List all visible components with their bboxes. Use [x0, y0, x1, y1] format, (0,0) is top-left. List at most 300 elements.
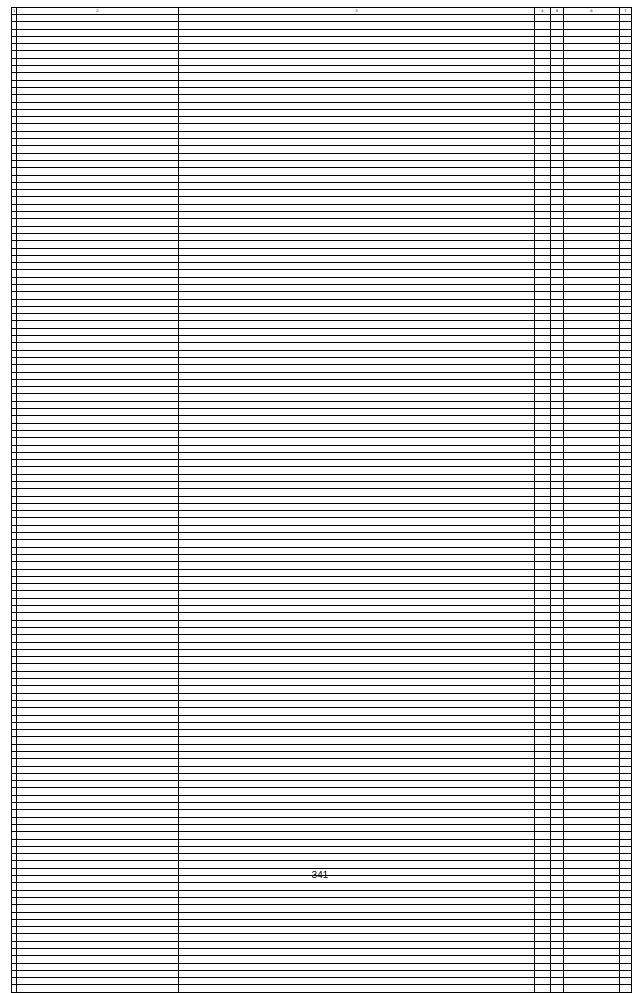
work-type-cell [179, 284, 535, 291]
work-type-cell [179, 175, 535, 182]
note-cell [620, 518, 632, 525]
work-type-cell [179, 153, 535, 160]
year-last-cell [551, 744, 564, 751]
year-last-cell [551, 87, 564, 94]
table-row [12, 679, 632, 686]
address-cell [17, 102, 179, 109]
year-built-cell [535, 423, 551, 430]
address-cell [17, 314, 179, 321]
note-cell [620, 963, 632, 970]
address-cell [17, 606, 179, 613]
address-cell [17, 518, 179, 525]
address-cell [17, 153, 179, 160]
header-row [12, 8, 632, 15]
table-row [12, 751, 632, 758]
work-type-cell [179, 401, 535, 408]
work-type-cell [179, 146, 535, 153]
period-cell [564, 649, 620, 656]
year-built-cell [535, 562, 551, 569]
address-cell [17, 87, 179, 94]
work-type-cell [179, 810, 535, 817]
period-cell [564, 591, 620, 598]
table-row [12, 306, 632, 313]
note-cell [620, 263, 632, 270]
work-type-cell [179, 854, 535, 861]
note-cell [620, 919, 632, 926]
year-last-cell [551, 861, 564, 868]
work-type-cell [179, 781, 535, 788]
year-last-cell [551, 773, 564, 780]
work-type-cell [179, 160, 535, 167]
work-type-cell [179, 708, 535, 715]
work-type-cell [179, 657, 535, 664]
year-last-cell [551, 708, 564, 715]
note-cell [620, 744, 632, 751]
year-built-cell [535, 328, 551, 335]
address-cell [17, 905, 179, 912]
year-built-cell [535, 905, 551, 912]
address-cell [17, 766, 179, 773]
period-cell [564, 708, 620, 715]
year-built-cell [535, 482, 551, 489]
table-row [12, 29, 632, 36]
work-type-cell [179, 584, 535, 591]
period-cell [564, 970, 620, 977]
year-built-cell [535, 620, 551, 627]
work-type-cell [179, 430, 535, 437]
work-type-cell [179, 956, 535, 963]
table-row [12, 846, 632, 853]
address-cell [17, 759, 179, 766]
address-cell [17, 482, 179, 489]
work-type-cell [179, 839, 535, 846]
table-row [12, 160, 632, 167]
address-cell [17, 751, 179, 758]
period-cell [564, 540, 620, 547]
column-header: 7 [620, 8, 632, 15]
table-row [12, 635, 632, 642]
note-cell [620, 15, 632, 22]
table-row [12, 387, 632, 394]
year-last-cell [551, 36, 564, 43]
note-cell [620, 730, 632, 737]
address-cell [17, 679, 179, 686]
work-type-cell [179, 627, 535, 634]
address-cell [17, 29, 179, 36]
year-built-cell [535, 394, 551, 401]
period-cell [564, 810, 620, 817]
address-cell [17, 168, 179, 175]
work-type-cell [179, 124, 535, 131]
address-cell [17, 861, 179, 868]
work-type-cell [179, 547, 535, 554]
column-header: 1 [13, 8, 16, 13]
work-type-cell [179, 511, 535, 518]
table-row [12, 715, 632, 722]
table-row [12, 744, 632, 751]
work-type-cell [179, 226, 535, 233]
table-row [12, 810, 632, 817]
period-cell [564, 759, 620, 766]
table-row [12, 263, 632, 270]
work-type-cell [179, 292, 535, 299]
work-type-cell [179, 379, 535, 386]
year-last-cell [551, 131, 564, 138]
table-row [12, 328, 632, 335]
table-row [12, 693, 632, 700]
table-row [12, 379, 632, 386]
year-last-cell [551, 511, 564, 518]
note-cell [620, 533, 632, 540]
work-type-cell [179, 328, 535, 335]
work-type-cell [179, 576, 535, 583]
year-built-cell [535, 73, 551, 80]
address-cell [17, 744, 179, 751]
year-built-cell [535, 139, 551, 146]
year-last-cell [551, 182, 564, 189]
year-built-cell [535, 438, 551, 445]
year-last-cell [551, 482, 564, 489]
year-last-cell [551, 649, 564, 656]
period-cell [564, 693, 620, 700]
work-type-cell [179, 613, 535, 620]
work-type-cell [179, 467, 535, 474]
work-type-cell [179, 963, 535, 970]
table-row [12, 401, 632, 408]
year-last-cell [551, 277, 564, 284]
work-type-cell [179, 182, 535, 189]
period-cell [564, 430, 620, 437]
period-cell [564, 795, 620, 802]
year-built-cell [535, 241, 551, 248]
table-row [12, 255, 632, 262]
period-cell [564, 773, 620, 780]
work-type-cell [179, 919, 535, 926]
year-built-cell [535, 584, 551, 591]
note-cell [620, 80, 632, 87]
table-row [12, 912, 632, 919]
year-built-cell [535, 467, 551, 474]
address-cell [17, 467, 179, 474]
work-type-cell [179, 263, 535, 270]
period-cell [564, 503, 620, 510]
address-cell [17, 365, 179, 372]
year-last-cell [551, 263, 564, 270]
year-built-cell [535, 679, 551, 686]
address-cell [17, 387, 179, 394]
year-last-cell [551, 365, 564, 372]
address-cell [17, 788, 179, 795]
address-cell [17, 627, 179, 634]
note-cell [620, 934, 632, 941]
table-row [12, 51, 632, 58]
table-row [12, 642, 632, 649]
address-cell [17, 139, 179, 146]
work-type-cell [179, 336, 535, 343]
table-row [12, 321, 632, 328]
year-last-cell [551, 248, 564, 255]
table-row [12, 73, 632, 80]
note-cell [620, 620, 632, 627]
address-cell [17, 489, 179, 496]
note-cell [620, 854, 632, 861]
address-cell [17, 934, 179, 941]
table-row [12, 649, 632, 656]
work-type-cell [179, 803, 535, 810]
table-row [12, 730, 632, 737]
year-last-cell [551, 927, 564, 934]
year-built-cell [535, 248, 551, 255]
period-cell [564, 212, 620, 219]
year-last-cell [551, 846, 564, 853]
year-last-cell [551, 598, 564, 605]
year-built-cell [535, 87, 551, 94]
table-row [12, 139, 632, 146]
address-cell [17, 985, 179, 992]
period-cell [564, 547, 620, 554]
note-cell [620, 861, 632, 868]
year-built-cell [535, 226, 551, 233]
note-cell [620, 365, 632, 372]
year-last-cell [551, 336, 564, 343]
work-type-cell [179, 212, 535, 219]
table-row [12, 299, 632, 306]
period-cell [564, 751, 620, 758]
period-cell [564, 379, 620, 386]
address-cell [17, 686, 179, 693]
year-last-cell [551, 525, 564, 532]
year-last-cell [551, 978, 564, 985]
note-cell [620, 401, 632, 408]
year-built-cell [535, 306, 551, 313]
address-cell [17, 409, 179, 416]
note-cell [620, 496, 632, 503]
period-cell [564, 139, 620, 146]
note-cell [620, 328, 632, 335]
work-type-cell [179, 686, 535, 693]
note-cell [620, 722, 632, 729]
period-cell [564, 350, 620, 357]
note-cell [620, 686, 632, 693]
year-built-cell [535, 897, 551, 904]
address-cell [17, 511, 179, 518]
period-cell [564, 219, 620, 226]
period-cell [564, 525, 620, 532]
work-type-cell [179, 649, 535, 656]
period-cell [564, 518, 620, 525]
table-row [12, 773, 632, 780]
note-cell [620, 569, 632, 576]
address-cell [17, 970, 179, 977]
year-built-cell [535, 817, 551, 824]
column-header: 3 [179, 8, 535, 15]
year-built-cell [535, 36, 551, 43]
table-row [12, 241, 632, 248]
period-cell [564, 190, 620, 197]
year-built-cell [535, 598, 551, 605]
period-cell [564, 321, 620, 328]
work-type-cell [179, 744, 535, 751]
year-built-cell [535, 80, 551, 87]
year-last-cell [551, 832, 564, 839]
column-header: 6 [564, 8, 620, 15]
year-last-cell [551, 474, 564, 481]
address-cell [17, 846, 179, 853]
year-last-cell [551, 299, 564, 306]
note-cell [620, 956, 632, 963]
year-built-cell [535, 737, 551, 744]
work-type-cell [179, 679, 535, 686]
note-cell [620, 598, 632, 605]
work-type-cell [179, 832, 535, 839]
note-cell [620, 781, 632, 788]
table-row [12, 759, 632, 766]
period-cell [564, 372, 620, 379]
period-cell [564, 416, 620, 423]
year-built-cell [535, 722, 551, 729]
table-row [12, 941, 632, 948]
table-row [12, 416, 632, 423]
period-cell [564, 80, 620, 87]
address-cell [17, 22, 179, 29]
year-last-cell [551, 124, 564, 131]
work-type-cell [179, 949, 535, 956]
period-cell [564, 832, 620, 839]
period-cell [564, 664, 620, 671]
address-cell [17, 700, 179, 707]
year-built-cell [535, 839, 551, 846]
note-cell [620, 270, 632, 277]
work-type-cell [179, 306, 535, 313]
address-cell [17, 890, 179, 897]
year-last-cell [551, 606, 564, 613]
address-cell [17, 569, 179, 576]
work-type-cell [179, 489, 535, 496]
note-cell [620, 708, 632, 715]
note-cell [620, 350, 632, 357]
period-cell [564, 496, 620, 503]
work-type-cell [179, 766, 535, 773]
note-cell [620, 788, 632, 795]
table-header [12, 8, 632, 15]
year-built-cell [535, 693, 551, 700]
table-row [12, 737, 632, 744]
note-cell [620, 379, 632, 386]
address-cell [17, 190, 179, 197]
year-last-cell [551, 730, 564, 737]
year-last-cell [551, 905, 564, 912]
period-cell [564, 788, 620, 795]
note-cell [620, 547, 632, 554]
note-cell [620, 635, 632, 642]
work-type-cell [179, 635, 535, 642]
work-type-cell [179, 970, 535, 977]
year-built-cell [535, 664, 551, 671]
table-row [12, 80, 632, 87]
work-type-cell [179, 277, 535, 284]
year-last-cell [551, 233, 564, 240]
table-row [12, 883, 632, 890]
table-row [12, 365, 632, 372]
note-cell [620, 562, 632, 569]
year-last-cell [551, 824, 564, 831]
address-cell [17, 430, 179, 437]
year-last-cell [551, 175, 564, 182]
period-cell [564, 715, 620, 722]
table-row [12, 336, 632, 343]
period-cell [564, 890, 620, 897]
work-type-cell [179, 131, 535, 138]
note-cell [620, 700, 632, 707]
note-cell [620, 970, 632, 977]
year-last-cell [551, 445, 564, 452]
year-built-cell [535, 503, 551, 510]
work-type-cell [179, 314, 535, 321]
year-built-cell [535, 460, 551, 467]
year-built-cell [535, 861, 551, 868]
note-cell [620, 766, 632, 773]
table-row [12, 423, 632, 430]
year-last-cell [551, 810, 564, 817]
address-cell [17, 576, 179, 583]
address-cell [17, 445, 179, 452]
work-type-cell [179, 518, 535, 525]
note-cell [620, 409, 632, 416]
table-row [12, 722, 632, 729]
note-cell [620, 554, 632, 561]
year-last-cell [551, 44, 564, 51]
table-row [12, 591, 632, 598]
table-row [12, 606, 632, 613]
address-cell [17, 839, 179, 846]
address-cell [17, 460, 179, 467]
year-last-cell [551, 737, 564, 744]
year-built-cell [535, 554, 551, 561]
year-built-cell [535, 649, 551, 656]
work-type-cell [179, 197, 535, 204]
year-built-cell [535, 270, 551, 277]
year-last-cell [551, 219, 564, 226]
year-built-cell [535, 66, 551, 73]
note-cell [620, 664, 632, 671]
table-row [12, 204, 632, 211]
table-row [12, 540, 632, 547]
table-row [12, 219, 632, 226]
year-last-cell [551, 306, 564, 313]
year-built-cell [535, 744, 551, 751]
period-cell [564, 409, 620, 416]
year-last-cell [551, 554, 564, 561]
period-cell [564, 51, 620, 58]
table-row [12, 233, 632, 240]
work-type-cell [179, 700, 535, 707]
table-row [12, 598, 632, 605]
year-built-cell [535, 788, 551, 795]
address-cell [17, 117, 179, 124]
year-built-cell [535, 956, 551, 963]
note-cell [620, 284, 632, 291]
year-built-cell [535, 445, 551, 452]
address-cell [17, 233, 179, 240]
table-row [12, 949, 632, 956]
work-type-cell [179, 642, 535, 649]
table-row [12, 788, 632, 795]
work-type-cell [179, 751, 535, 758]
table-row [12, 146, 632, 153]
table-row [12, 153, 632, 160]
year-built-cell [535, 277, 551, 284]
year-built-cell [535, 190, 551, 197]
